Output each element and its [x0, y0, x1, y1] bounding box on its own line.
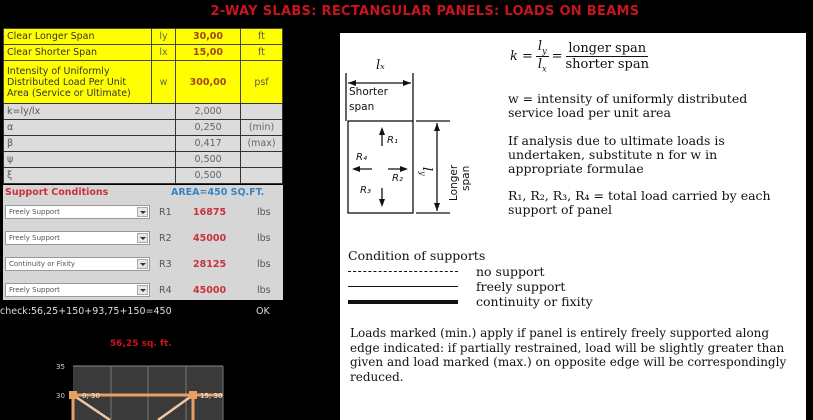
span-ratio — [566, 41, 649, 72]
panel-diagram — [340, 33, 490, 233]
r1-label: R₁ — [387, 135, 398, 146]
chart-title: 56,25 sq. ft. — [110, 339, 172, 349]
r3-label: R₃ — [360, 185, 371, 196]
symbol: lx — [152, 45, 176, 61]
r-definition: R₁, R₂, R₃, R₄ = total load carried by each support of panel — [508, 188, 771, 217]
support-condition-select-r3[interactable] — [5, 257, 150, 271]
load-intensity-input[interactable]: 300,00 — [176, 61, 241, 104]
longer-span-label: span — [460, 165, 472, 191]
computed-row — [4, 120, 283, 136]
unit — [241, 104, 283, 120]
reaction-unit: lbs — [257, 285, 271, 296]
select-value: Freely Support — [9, 208, 60, 216]
label: Intensity of Uniformly Distributed Load Per Unit Area (Service or Ultimate) — [4, 61, 152, 104]
unit — [241, 168, 283, 184]
shorter-span-input[interactable]: 15,00 — [176, 45, 241, 61]
chevron-down-icon[interactable] — [137, 207, 148, 217]
reaction-label: R1 — [159, 207, 172, 218]
unit: (max) — [241, 136, 283, 152]
thin-line-icon — [348, 286, 458, 287]
reaction-value: 28125 — [193, 259, 227, 270]
label: ψ — [4, 152, 176, 168]
label: Clear Longer Span — [4, 29, 152, 45]
computed-row — [4, 104, 283, 120]
symbol: ly — [152, 29, 176, 45]
dashed-line-icon — [348, 271, 458, 272]
r2-label: R₂ — [392, 173, 403, 184]
lx: l — [537, 56, 543, 72]
select-value: Freely Support — [9, 286, 60, 294]
reaction-value: 16875 — [193, 207, 227, 218]
page-title: 2-WAY SLABS: RECTANGULAR PANELS: LOADS ON BEAMS — [210, 4, 640, 19]
lx-sub: x — [542, 64, 547, 74]
legend-no-support — [348, 264, 545, 279]
value: 0,500 — [176, 152, 241, 168]
reaction-label: R4 — [159, 285, 172, 296]
unit: ft — [241, 29, 283, 45]
computed-table — [3, 103, 283, 184]
computed-row — [4, 168, 283, 184]
symbol: w — [152, 61, 176, 104]
value: 0,500 — [176, 168, 241, 184]
label: α — [4, 120, 176, 136]
longer-span-input[interactable]: 30,00 — [176, 29, 241, 45]
legend-label: continuity or fixity — [476, 294, 593, 309]
check-sum: check:56,25+150+93,75+150=450 — [0, 306, 172, 317]
r4-label: R₄ — [356, 152, 367, 163]
thick-line-icon — [348, 300, 458, 304]
span-label: span — [349, 101, 375, 113]
ly: l — [537, 39, 543, 54]
reaction-unit: lbs — [257, 233, 271, 244]
support-row-r3 — [5, 257, 281, 273]
input-row-load — [4, 61, 283, 104]
support-condition-select-r1[interactable] — [5, 205, 150, 219]
legend-freely-support — [348, 279, 565, 294]
computed-row — [4, 152, 283, 168]
support-condition-select-r4[interactable] — [5, 283, 150, 297]
lx-label: lₓ — [376, 58, 385, 73]
reference-figure — [340, 33, 806, 420]
reaction-unit: lbs — [257, 259, 271, 270]
unit: ft — [241, 45, 283, 61]
denominator: shorter span — [565, 56, 649, 72]
conditions-title: Condition of supports — [348, 248, 486, 263]
numerator: longer span — [568, 40, 647, 56]
min-max-note: Loads marked (min.) apply if panel is entirely freely supported along edge indicated: if partially restrained, load will be slightly greater than given and load marked (max.) on opposite edge will be correspondingly reduced. — [350, 326, 787, 384]
label: k=ly/lx — [4, 104, 176, 120]
input-row-longer-span — [4, 29, 283, 45]
support-row-r2 — [5, 231, 281, 247]
unit: (min) — [241, 120, 283, 136]
area-label: AREA=450 SQ.FT. — [171, 187, 265, 198]
label: β — [4, 136, 176, 152]
w-definition: w = intensity of uniformly distributed service load per unit area — [508, 91, 748, 120]
point-label: 15; 30 — [200, 392, 223, 400]
select-value: Freely Support — [9, 234, 60, 242]
label: ξ — [4, 168, 176, 184]
reaction-value: 45000 — [193, 285, 227, 296]
legend-continuity — [348, 294, 593, 309]
load-area-chart — [50, 358, 250, 420]
legend-label: freely support — [476, 279, 566, 294]
computed-row — [4, 136, 283, 152]
input-table — [3, 28, 283, 104]
chevron-down-icon[interactable] — [137, 285, 148, 295]
k-symbol: k = — [510, 48, 533, 64]
check-status: OK — [256, 306, 270, 317]
y-tick-35: 35 — [56, 363, 65, 371]
shorter-label: Shorter — [349, 86, 388, 98]
value: 0,250 — [176, 120, 241, 136]
input-row-shorter-span — [4, 45, 283, 61]
ly-sub: y — [542, 46, 547, 56]
support-row-r4 — [5, 283, 281, 299]
chevron-down-icon[interactable] — [137, 233, 148, 243]
support-condition-select-r2[interactable] — [5, 231, 150, 245]
select-value: Continuity or Fixity — [9, 260, 76, 268]
support-conditions-header: Support Conditions — [5, 187, 109, 198]
chevron-down-icon[interactable] — [137, 259, 148, 269]
support-row-r1 — [5, 205, 281, 221]
point-label: 0; 30 — [82, 392, 100, 400]
longer-label: Longer — [448, 164, 460, 201]
ly-over-lx — [536, 39, 549, 73]
value: 2,000 — [176, 104, 241, 120]
k-formula: k = $\frac{l_y}{l_x}$ = $\frac{\text{longer span}}{\text{shorter span}}$ — [510, 39, 649, 74]
reaction-value: 45000 — [193, 233, 227, 244]
unit — [241, 152, 283, 168]
reaction-label: R2 — [159, 233, 172, 244]
ultimate-note: If analysis due to ultimate loads is undertaken, substitute n for w in appropriate formulae — [508, 133, 725, 176]
y-tick-30: 30 — [56, 392, 65, 400]
legend-label: no support — [476, 264, 545, 279]
label: Clear Shorter Span — [4, 45, 152, 61]
reaction-label: R3 — [159, 259, 172, 270]
reaction-unit: lbs — [257, 207, 271, 218]
support-conditions-panel — [3, 185, 283, 300]
unit: psf — [241, 61, 283, 104]
ly-label: $l_y$ — [418, 167, 434, 176]
value: 0,417 — [176, 136, 241, 152]
